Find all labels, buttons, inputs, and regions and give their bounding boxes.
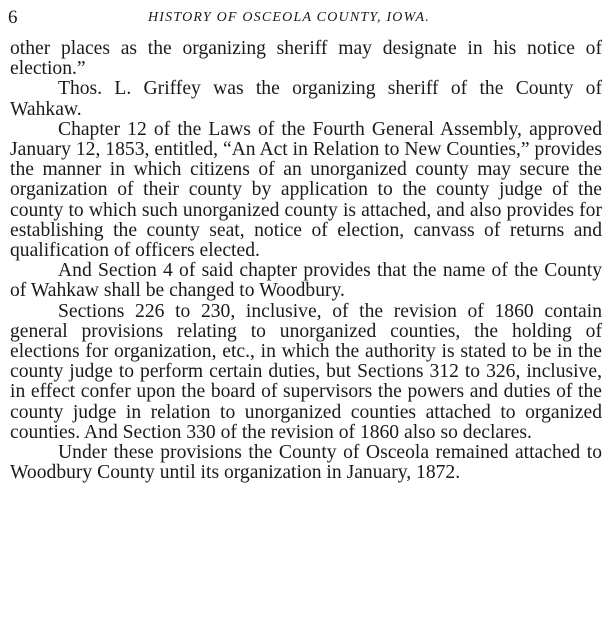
paragraph-section-4: And Section 4 of said chapter provides that the name of the County of Wahkaw shall be changed to Woodbury. xyxy=(10,260,602,302)
paragraph-continuation: other places as the organizing sheriff may designate in his notice of election.” xyxy=(10,38,602,80)
paragraph-osceola-attached: Under these provisions the County of Osceola remained attached to Woodbury County until its organization in January, 1872. xyxy=(10,442,602,484)
body-text xyxy=(10,39,602,483)
running-title: HISTORY OF OSCEOLA COUNTY, IOWA. xyxy=(148,10,430,25)
paragraph-organizing-sheriff: Thos. L. Griffey was the organizing sheriff of the County of Wahkaw. xyxy=(10,78,602,120)
paragraph-sections-226-230: Sections 226 to 230, inclusive, of the revision of 1860 contain general provisions relating to unorganized counties, the holding of elections for organization, etc., in which the authority is stated to be in the county judge to perform certain duties, but Sections 312 to 326, inclusive, in effect confer upon the board of supervisors the powers and duties of the county judge in relation to unorganized counties attached to organized counties. And Section 330 of the revision of 1860 also so declares. xyxy=(10,300,602,443)
running-head xyxy=(8,6,604,30)
paragraph-chapter-12: Chapter 12 of the Laws of the Fourth General Assembly, approved January 12, 1853, entitled, “An Act in Relation to New Counties,” provides the manner in which citizens of an unorganized county may secure the organization of their county by application to the county judge of the county to which such unorganized county is attached, and also provides for establishing the county seat, notice of election, canvass of returns and qualification of officers elected. xyxy=(10,118,602,262)
page-number: 6 xyxy=(8,7,18,28)
